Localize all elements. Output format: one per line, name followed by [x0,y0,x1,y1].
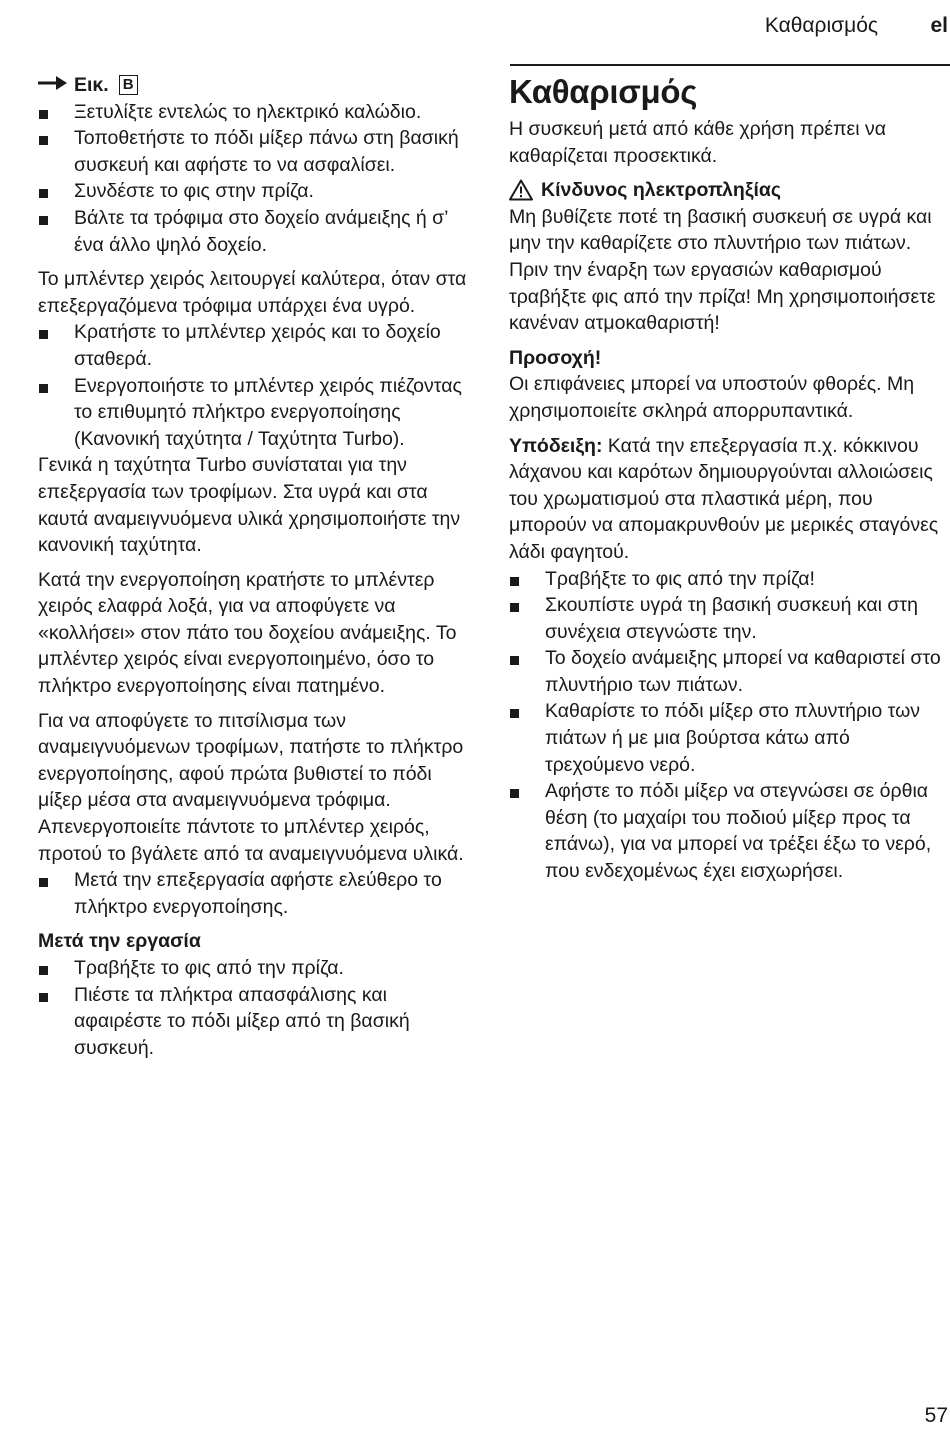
page-header [510,12,950,66]
list-item: Το δοχείο ανάμειξης μπορεί να καθαριστεί στο πλυντήριο των πιάτων. [509,645,950,698]
list-item: Πιέστε τα πλήκτρα απασφάλισης και αφαιρέστε το πόδι μίξερ από τη βασική συσκευή. [38,982,478,1062]
setup-steps-list [38,99,478,259]
figure-letter: B [119,75,138,95]
list-item: Συνδέστε το φις στην πρίζα. [38,178,478,205]
paragraph-avoid-splashing: Για να αποφύγετε το πιτσίλισμα των αναμειγνυόμενων τροφίμων, πατήστε το πλήκτρο ενεργοποίησης, αφού πρώτα βυθιστεί το πόδι μίξερ μέσα στα αναμειγνυόμενα τρόφιμα. [38,709,464,812]
danger-text: Μη βυθίζετε ποτέ τη βασική συσκευή σε υγρά και μην την καθαρίζετε στο πλυντήριο των πιάτων. Πριν την έναρξη των εργασιών καθαρισμού τραβήξτε φις από την πρίζα! Μη χρησιμοποιήσετε κανέναν ατμοκαθαριστή! [509,205,936,335]
caution-text: Οι επιφάνειες μπορεί να υποστούν φθορές. Μη χρησιμοποιείτε σκληρά απορρυπαντικά. [509,373,915,422]
page-number: 57 [924,1404,948,1427]
list-item: Τραβήξτε το φις από την πρίζα! [509,566,950,593]
danger-heading [509,177,950,204]
list-item: Ενεργοποιήστε το μπλέντερ χειρός πιέζοντας το επιθυμητό πλήκτρο ενεργοποίησης (Κανονική ταχύτητα / Ταχύτητα Turbo). [38,373,478,453]
paragraph-tilt-blender: Κατά την ενεργοποίηση κρατήστε το μπλέντερ χειρός ελαφρά λοξά, για να αποφύγετε να «κολλήσει» στον πάτο του δοχείου ανάμειξης. Το μπλέντερ χειρός είναι ενεργοποιημένο, όσο το πλήκτρο ενεργοποίησης είναι πατημένο. [38,568,457,698]
cleaning-steps-list [509,566,950,885]
figure-label: Εικ. [74,74,109,96]
list-item: Βάλτε τα τρόφιμα στο δοχείο ανάμειξης ή σ’ ένα άλλο ψηλό δοχείο. [38,205,478,258]
header-language-code: el [930,14,948,37]
list-item: Κρατήστε το μπλέντερ χειρός και το δοχείο σταθερά. [38,319,478,372]
list-item: Καθαρίστε το πόδι μίξερ στο πλυντήριο των πιάτων ή με μια βούρτσα κάτω από τρεχούμενο νερό. [509,698,950,778]
header-title: Καθαρισμός [764,14,878,37]
left-column [38,72,478,1061]
list-item: Μετά την επεξεργασία αφήστε ελεύθερο το πλήκτρο ενεργοποίησης. [38,867,478,920]
hint-label: Υπόδειξη: [509,434,603,457]
list-item: Τραβήξτε το φις από την πρίζα. [38,955,478,982]
figure-reference [38,72,478,99]
paragraph-switch-off: Απενεργοποιείτε πάντοτε το μπλέντερ χειρός, προτού το βγάλετε από τα αναμειγνυόμενα υλικά. [38,816,464,865]
list-item: Σκουπίστε υγρά τη βασική συσκευή και στη συνέχεια στεγνώστε την. [509,592,950,645]
paragraph-liquid-tip: Το μπλέντερ χειρός λειτουργεί καλύτερα, όταν στα επεξεργαζόμενα τρόφιμα υπάρχει ένα υγρό. [38,268,467,317]
list-item: Ξετυλίξτε εντελώς το ηλεκτρικό καλώδιο. [38,99,478,126]
after-work-list [38,955,478,1061]
right-column [509,72,950,885]
warning-triangle-icon [509,179,533,201]
release-button-list [38,867,478,920]
hint-paragraph [509,433,950,566]
operation-steps-list [38,319,478,452]
cleaning-intro: Η συσκευή μετά από κάθε χρήση πρέπει να καθαρίζεται προσεκτικά. [509,118,887,167]
section-title: Καθαρισμός [509,73,698,110]
paragraph-turbo-speed: Γενικά η ταχύτητα Turbo συνίσταται για την επεξεργασία των τροφίμων. Στα υγρά και στα καυτά αναμειγνυόμενα υλικά χρησιμοποιήστε την κανονική ταχύτητα. [38,454,461,557]
list-item: Αφήστε το πόδι μίξερ να στεγνώσει σε όρθια θέση (το μαχαίρι του ποδιού μίξερ προς τα επάνω), για να μπορεί να τρέξει έξω το νερό, που ενδεχομένως έχει εισχωρήσει. [509,778,950,884]
list-item: Τοποθετήστε το πόδι μίξερ πάνω στη βασική συσκευή και αφήστε το να ασφαλίσει. [38,125,478,178]
caution-heading: Προσοχή! [509,346,602,369]
danger-heading-text: Κίνδυνος ηλεκτροπληξίας [541,179,782,202]
after-work-heading: Μετά την εργασία [38,930,201,953]
arrow-right-icon [38,72,68,98]
hint-text: Κατά την επεξεργασία π.χ. κόκκινου λάχανου και καρότων δημιουργούνται αλλοιώσεις του χρωματισμού στα πλαστικά μέρη, που μπορούν να απομακρυνθούν με μερικές σταγόνες λάδι φαγητού. [509,434,939,563]
